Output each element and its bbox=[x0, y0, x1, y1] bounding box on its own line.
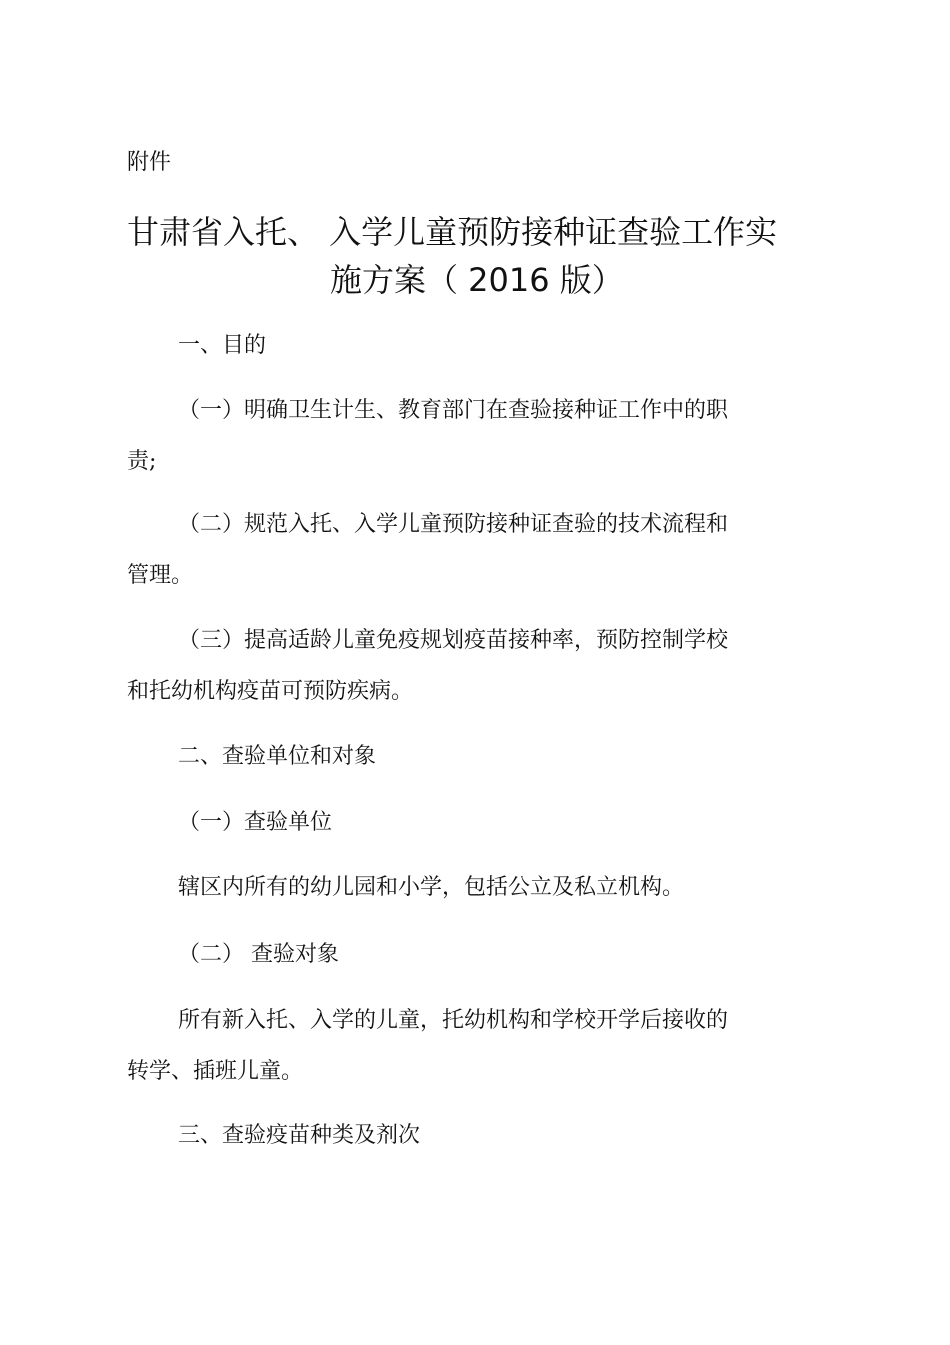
subsection-heading-subjects: （二） 查验对象 bbox=[178, 942, 339, 967]
purpose-item-3-line-1: （三）提高适龄儿童免疫规划疫苗接种率，预防控制学校 bbox=[178, 628, 729, 653]
subjects-paragraph-line-1: 所有新入托、入学的儿童，托幼机构和学校开学后接收的 bbox=[178, 1008, 729, 1033]
document-title-line-2: 施方案（ 2016 版） bbox=[330, 261, 624, 299]
purpose-item-2-line-2: 管理。 bbox=[127, 563, 194, 588]
purpose-item-1-line-2: 责; bbox=[127, 449, 157, 474]
document-title-line-1: 甘肃省入托、 入学儿童预防接种证查验工作实 bbox=[127, 213, 778, 251]
purpose-item-3-line-2: 和托幼机构疫苗可预防疾病。 bbox=[127, 679, 414, 704]
subsection-heading-units: （一）查验单位 bbox=[178, 810, 333, 835]
section-heading-units-and-subjects: 二、查验单位和对象 bbox=[178, 744, 377, 769]
units-paragraph: 辖区内所有的幼儿园和小学，包括公立及私立机构。 bbox=[178, 875, 685, 900]
purpose-item-2-line-1: （二）规范入托、入学儿童预防接种证查验的技术流程和 bbox=[178, 512, 729, 537]
section-heading-vaccine-types: 三、查验疫苗种类及剂次 bbox=[178, 1123, 421, 1148]
section-heading-purpose: 一、目的 bbox=[178, 333, 267, 358]
attachment-label: 附件 bbox=[127, 150, 172, 175]
purpose-item-1-line-1: （一）明确卫生计生、教育部门在查验接种证工作中的职 bbox=[178, 398, 729, 423]
subjects-paragraph-line-2: 转学、插班儿童。 bbox=[127, 1059, 304, 1084]
